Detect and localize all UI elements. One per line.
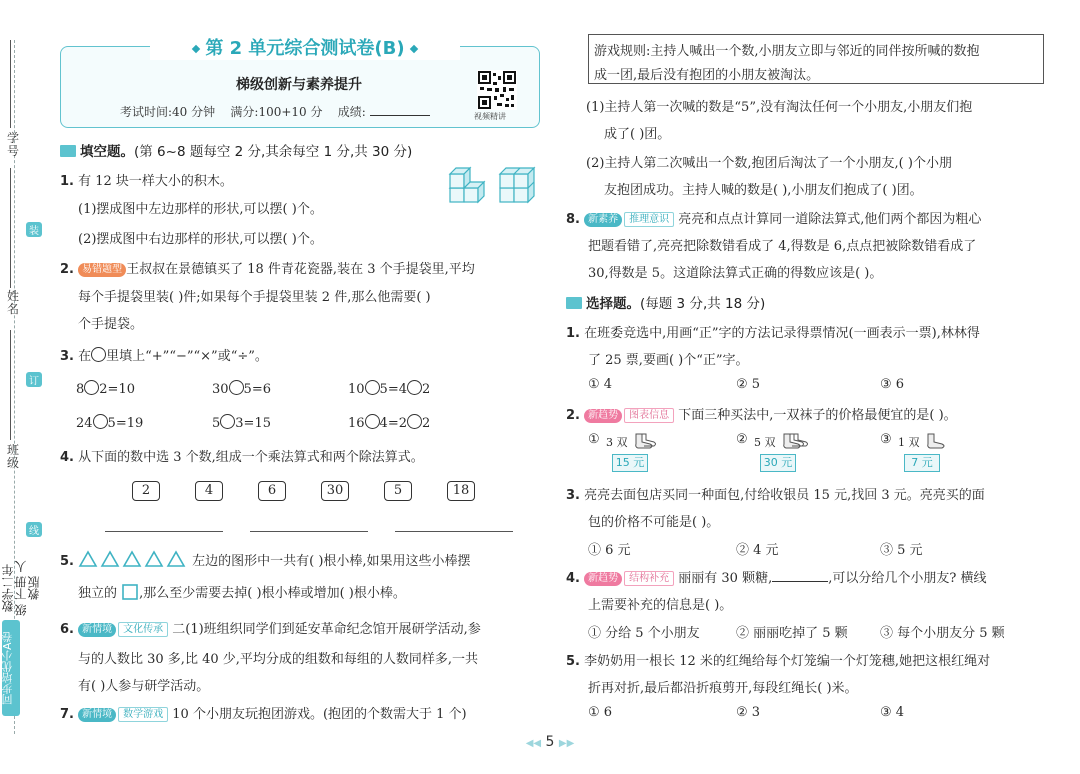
section-marker-icon [566,297,582,309]
question-number: 3. [566,488,580,503]
operand: 8 [76,382,85,397]
choice-question-3 [566,484,985,503]
operator-blank[interactable] [407,414,422,429]
choice-question-3-line2: 包的价格不可能是( )。 [588,515,720,530]
choice-question-2 [566,404,957,423]
operator-blank[interactable] [365,414,380,429]
prev-arrow-icon: ◀◀ [525,738,542,749]
title-dot-right [409,45,417,53]
grade-edition-label: 数学二年级 下册 人教版 [1,560,41,616]
binding-margin [0,0,46,774]
question-number: 2. [60,262,74,277]
binding-badge-2: 订 [26,372,42,387]
question-5 [60,550,471,569]
brand-label: 同步培优小A卷 [2,620,20,716]
price-tag: 7 元 [904,454,940,472]
operand: 10 [348,382,365,397]
operand: 30 [212,382,229,397]
number-card: 4 [195,481,223,501]
sock-option-a[interactable] [588,432,678,472]
question-subtag: 推理意识 [624,212,674,227]
qr-label: 视频精讲 [474,112,506,121]
number-card: 6 [258,481,286,501]
socks-icon [780,432,810,450]
page-subtitle: 梯级创新与素养提升 [236,77,362,93]
question-subtag: 文化传承 [118,622,168,637]
operand: 24 [76,416,93,431]
game-rule-line1: 游戏规则:主持人喊出一个数,小朋友立即与邻近的同伴按所喊的数抱 [594,44,980,59]
option-mark: ① [588,432,600,447]
operator-blank[interactable] [220,414,235,429]
student-id-line [10,40,11,128]
question-subtag: 图表信息 [624,408,674,423]
question-number: 6. [60,622,74,637]
operator-blank[interactable] [229,380,244,395]
question-6-line2: 与的人数比 30 多,比 40 少,平均分成的组数和每组的人数同样多,一共 [78,652,479,667]
operand: 5 [212,416,221,431]
number-card: 18 [447,481,475,501]
option-b[interactable]: ② 5 [736,377,761,392]
question-1 [60,170,233,189]
question-number: 3. [60,349,74,364]
question-text: 王叔叔在景德镇买了 18 件青花瓷器,装在 3 个手提袋里,平均 [126,262,475,277]
option-c[interactable]: ③ 5 元 [880,543,923,558]
question-number: 7. [60,707,74,722]
exam-time: 考试时间:40 分钟 [120,105,216,119]
option-mark: ② [736,432,748,447]
operator-blank[interactable] [93,414,108,429]
binding-badge-1: 装 [26,222,42,237]
option-a[interactable]: ① 6 元 [588,543,631,558]
option-b[interactable]: ② 4 元 [736,543,779,558]
operator-circle [91,347,106,362]
choice-question-4-line2: 上需要补充的信息是( )。 [588,598,733,613]
question-text: ,可以分给几个小朋友? 横线 [828,571,987,586]
title-dot-left [192,45,200,53]
question-text: 独立的 [78,586,118,601]
question-subtag: 结构补充 [624,571,674,586]
q3-item-2 [212,380,271,397]
page-number [520,734,580,750]
q3-item-3 [348,380,430,397]
question-text: 10 个小朋友玩抱团游戏。(抱团的个数需大于 1 个) [172,707,467,722]
q3-item-5 [212,414,271,431]
answer-line-3[interactable] [395,531,513,532]
question-subtag: 数学游戏 [118,707,168,722]
q7-part1-line2: 成了( )团。 [604,127,671,142]
section-note: (每题 3 分,共 18 分) [640,296,766,312]
q3-item-6 [348,414,430,431]
student-id-label: 学号 [6,131,19,158]
option-c[interactable]: ③ 4 [880,705,905,720]
question-3 [60,345,268,364]
operator-blank[interactable] [84,380,99,395]
question-text: 左边的图形中一共有( )根小棒,如果用这些小棒摆 [192,554,471,569]
question-8 [566,208,981,227]
question-number: 1. [60,174,74,189]
operand: 2 [421,416,431,431]
question-1-sub1: (1)摆成图中左边那样的形状,可以摆( )个。 [78,202,323,217]
socks-icon [924,432,948,450]
question-2-line2: 每个手提袋里装( )件;如果每个手提袋里装 2 件,那么他需要( ) [78,290,431,305]
option-b[interactable]: ② 丽丽吃掉了 5 颗 [736,626,848,641]
page-number-text: 5 [545,734,555,750]
question-text: 从下面的数中选 3 个数,组成一个乘法算式和两个除法算式。 [78,450,424,465]
class-line [10,330,11,440]
choice-question-4 [566,567,986,586]
question-number: 2. [566,408,580,423]
operand: 5=6 [243,382,271,397]
square-sticks-icon [121,583,139,601]
title-text: 第 2 单元综合测试卷(B) [205,38,405,59]
question-tag: 新素养 [584,213,622,227]
section-choice-heading [566,292,765,312]
question-4 [60,446,424,465]
sock-quantity: 3 双 [606,436,628,449]
name-line [10,168,11,288]
question-2 [60,258,475,277]
section-title: 选择题。 [586,296,640,312]
operand: 2 [421,382,431,397]
q7-part2-line2: 友抱团成功。主持人喊的数是( ),小朋友们抱成了( )团。 [604,183,923,198]
class-label: 班级 [6,443,19,470]
question-text: ,那么至少需要去掉( )根小棒或增加( )根小棒。 [139,586,406,601]
qr-code-icon[interactable] [477,70,517,110]
question-text: 李奶奶用一根长 12 米的红绳给每个灯笼编一个灯笼穗,她把这根红绳对 [584,654,991,669]
question-number: 4. [60,450,74,465]
option-a[interactable]: ① 6 [588,705,613,720]
section-title: 填空题。 [80,144,134,160]
question-tag: 易错题型 [78,263,126,277]
operator-blank[interactable] [407,380,422,395]
question-tag: 新趋势 [584,409,622,423]
operand: 2=10 [99,382,135,397]
section-marker-icon [60,145,76,157]
operand: 5=4 [379,382,407,397]
operand: 16 [348,416,365,431]
full-score: 满分:100+10 分 [230,105,323,119]
operand: 4=2 [379,416,407,431]
game-rule-line2: 成一团,最后没有抱团的小朋友被淘汰。 [594,68,820,83]
exam-info [120,103,430,120]
q3-item-4 [76,414,143,431]
price-tag: 15 元 [612,454,648,472]
question-text: 亮亮去面包店买同一种面包,付给收银员 15 元,找回 3 元。亮亮买的面 [584,488,985,503]
question-number: 5. [60,554,74,569]
option-a[interactable]: ① 分给 5 个小朋友 [588,626,700,641]
question-5-line2 [78,582,406,601]
question-text: 在 [78,349,92,364]
sock-quantity: 5 双 [754,436,776,449]
number-card: 5 [384,481,412,501]
choice-question-1-line2: 了 25 票,要画( )个“正”字。 [588,353,749,368]
option-c[interactable]: ③ 6 [880,377,905,392]
answer-line-2[interactable] [250,531,368,532]
q3-item-1 [76,380,135,397]
question-number: 4. [566,571,580,586]
sock-option-b[interactable] [736,432,826,472]
question-8-line2: 把题看错了,亮亮把除数错看成了 4,得数是 6,点点把被除数错看成了 [588,239,977,254]
question-tag: 新趋势 [584,572,622,586]
binding-badge-3: 线 [26,522,42,537]
answer-line-1[interactable] [105,531,223,532]
price-tag: 30 元 [760,454,796,472]
question-text: 下面三种买法中,一双袜子的价格最便宜的是( )。 [678,408,957,423]
option-mark: ③ [880,432,892,447]
number-card: 30 [321,481,349,501]
choice-question-5 [566,650,990,669]
question-text: 亮亮和点点计算同一道除法算式,他们两个都因为粗心 [678,212,982,227]
option-c[interactable]: ③ 每个小朋友分 5 颗 [880,626,1005,641]
option-b[interactable]: ② 3 [736,705,761,720]
question-7 [60,703,467,722]
name-label: 姓名 [6,289,19,316]
next-arrow-icon: ▶▶ [558,738,575,749]
option-a[interactable]: ① 4 [588,377,613,392]
q7-part1-line1: (1)主持人第一次喊的数是“5”,没有淘汰任何一个小朋友,小朋友们抱 [586,100,973,115]
question-6 [60,618,481,637]
question-1-sub2: (2)摆成图中右边那样的形状,可以摆( )个。 [78,232,323,247]
sock-option-c[interactable] [880,432,970,472]
choice-question-1 [566,322,980,341]
question-2-line3: 个手提袋。 [78,317,144,332]
cube-stack-figure [448,166,536,206]
question-text: 二(1)班组织同学们到延安革命纪念馆开展研学活动,参 [172,622,481,637]
score-label: 成绩: [337,105,366,119]
question-text: 里填上“+”“−”“×”或“÷”。 [106,349,268,364]
question-number: 8. [566,212,580,227]
question-number: 1. [566,326,580,341]
q7-part2-line1: (2)主持人第二次喊出一个数,抱团后淘汰了一个小朋友,( )个小朋 [586,156,952,171]
page-title [150,34,460,60]
section-note: (第 6~8 题每空 2 分,其余每空 1 分,共 30 分) [134,144,413,160]
question-tag: 新情境 [78,623,116,637]
number-card: 2 [132,481,160,501]
question-text: 有 12 块一样大小的积木。 [78,174,233,189]
choice-question-5-line2: 折再对折,最后都沿折痕剪开,每段红绳长( )米。 [588,681,858,696]
question-tag: 新情境 [78,708,116,722]
triangle-sticks-icon [78,550,192,568]
operator-blank[interactable] [365,380,380,395]
question-8-line3: 30,得数是 5。这道除法算式正确的得数应该是( )。 [588,266,883,281]
score-blank[interactable] [370,115,430,116]
section-fill-in-heading [60,140,412,160]
question-text: 在班委竞选中,用画“正”字的方法记录得票情况(一画表示一票),林林得 [584,326,980,341]
socks-icon [632,432,658,450]
operand: 3=15 [235,416,271,431]
sock-quantity: 1 双 [898,436,920,449]
fill-blank[interactable] [772,581,828,582]
operand: 5=19 [107,416,144,431]
question-text: 丽丽有 30 颗糖, [678,571,773,586]
question-6-line3: 有( )人参与研学活动。 [78,679,210,694]
question-number: 5. [566,654,580,669]
